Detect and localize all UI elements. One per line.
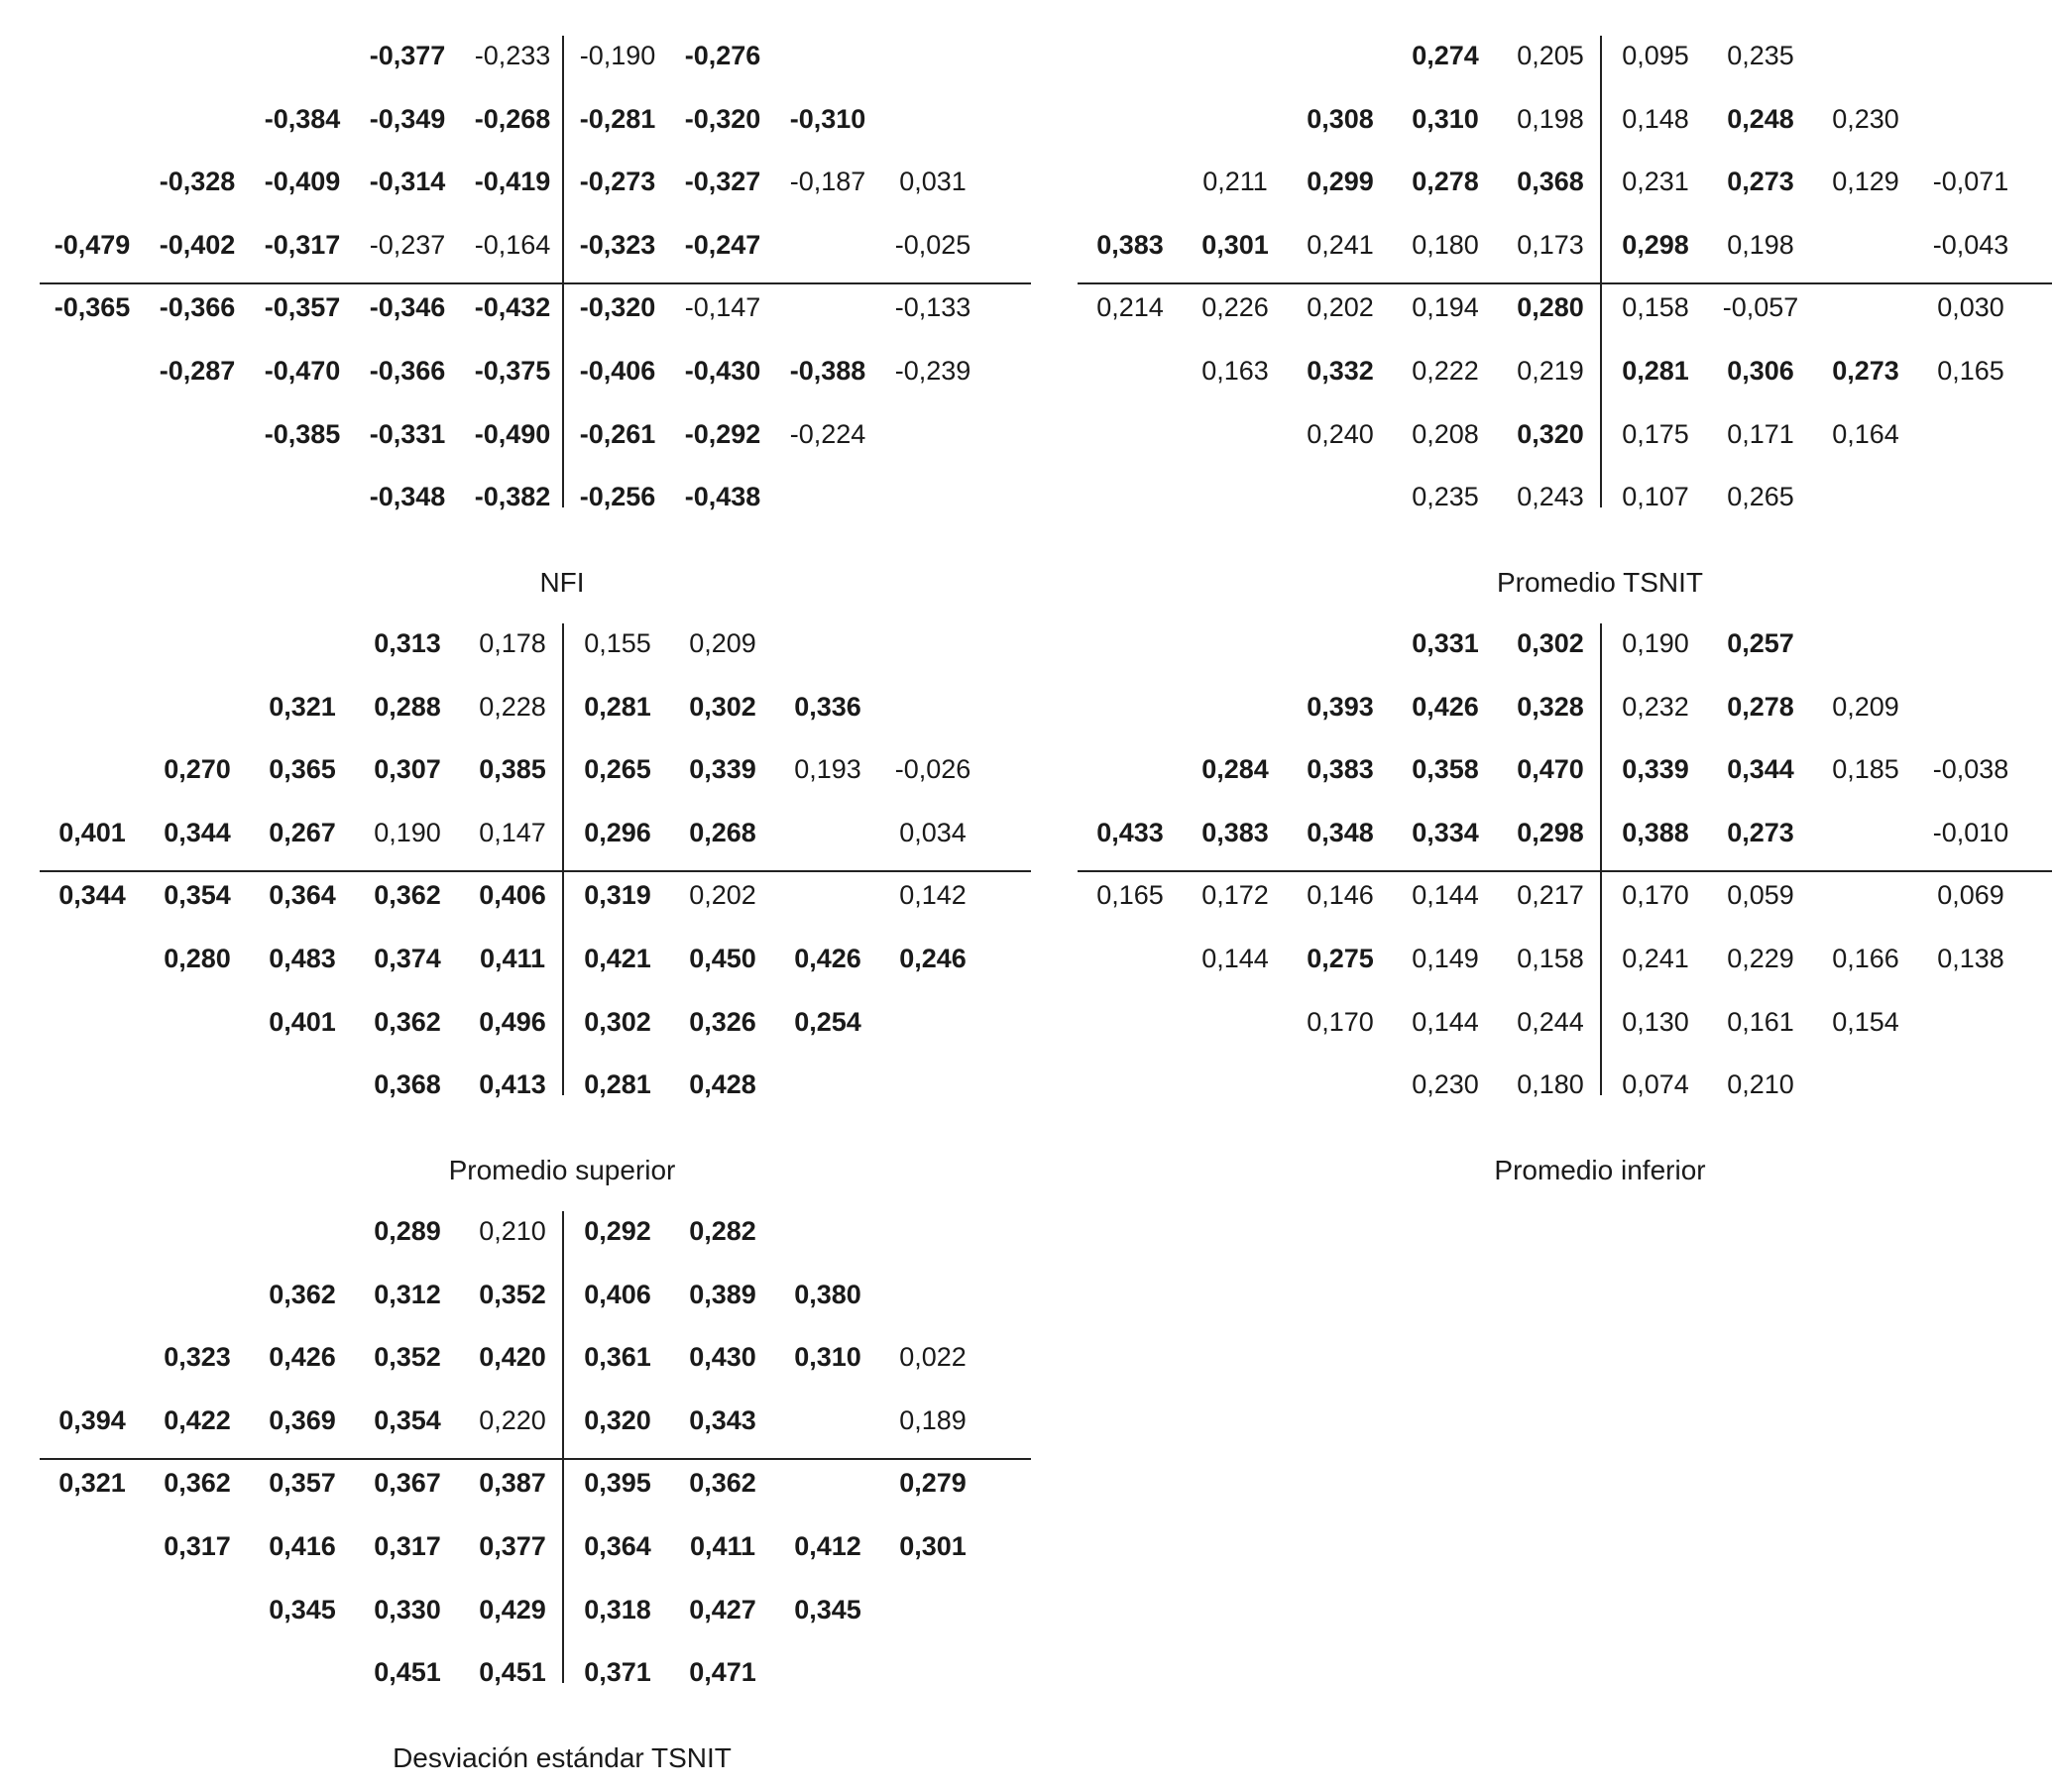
panel-caption: Desviación estándar TSNIT: [393, 1742, 732, 1773]
table-cell: 0,210: [479, 1216, 546, 1246]
table-cell: 0,074: [1622, 1069, 1689, 1100]
table-cell: 0,334: [1412, 817, 1479, 847]
table-cell: 0,235: [1412, 482, 1479, 512]
table-cell: -0,247: [684, 229, 761, 260]
table-cell: 0,281: [1622, 356, 1689, 386]
table-cell: 0,144: [1412, 1006, 1479, 1037]
table-cell: 0,211: [1202, 167, 1268, 197]
table-cell: 0,154: [1832, 1006, 1899, 1037]
table-cell: 0,129: [1832, 167, 1899, 197]
table-cell: -0,292: [684, 418, 761, 449]
table-cell: 0,142: [899, 880, 967, 911]
table-cell: 0,246: [899, 944, 967, 973]
table-cell: 0,362: [164, 1468, 231, 1499]
table-cell: 0,344: [164, 817, 231, 847]
table-cell: -0,327: [684, 167, 761, 197]
table-cell: 0,326: [689, 1006, 756, 1037]
table-cell: 0,189: [899, 1404, 967, 1435]
table-cell: 0,416: [269, 1531, 336, 1561]
table-cell: -0,164: [474, 229, 551, 260]
table-cell: -0,038: [1932, 754, 2009, 785]
table-cell: 0,107: [1622, 482, 1689, 512]
table-cell: -0,419: [474, 167, 551, 197]
table-cell: -0,281: [579, 103, 656, 134]
table-cell: -0,317: [264, 229, 341, 260]
table-cell: 0,144: [1201, 944, 1269, 973]
table-cell: 0,401: [58, 817, 126, 847]
table-cell: -0,310: [789, 103, 866, 134]
table-cell: 0,130: [1622, 1006, 1689, 1037]
table-cell: -0,366: [369, 356, 446, 386]
table-cell: -0,366: [159, 292, 236, 323]
table-cell: 0,301: [899, 1531, 967, 1561]
table-cell: 0,426: [1412, 691, 1479, 722]
panel-caption: Promedio inferior: [1494, 1155, 1706, 1185]
table-cell: 0,389: [689, 1279, 756, 1309]
table-cell: 0,411: [479, 944, 546, 973]
table-cell: -0,320: [684, 103, 761, 134]
table-cell: -0,187: [789, 167, 866, 197]
table-cell: -0,256: [579, 482, 656, 512]
table-cell: 0,220: [479, 1404, 546, 1435]
table-cell: 0,362: [269, 1279, 336, 1309]
table-cell: -0,385: [264, 418, 341, 449]
panel-desviacion-estandar-tsnit: [40, 1207, 1031, 1792]
table-cell: 0,241: [1307, 229, 1374, 260]
table-cell: 0,301: [1201, 229, 1269, 260]
table-cell: 0,374: [374, 944, 441, 973]
table-cell: 0,483: [269, 944, 336, 973]
table-cell: 0,296: [584, 817, 651, 847]
table-cell: -0,026: [894, 754, 971, 785]
table-cell: -0,233: [474, 41, 551, 70]
table-cell: -0,010: [1932, 817, 2009, 847]
table-cell: 0,348: [1307, 817, 1374, 847]
table-cell: 0,451: [479, 1657, 546, 1688]
table-cell: 0,190: [1622, 628, 1689, 658]
table-cell: -0,346: [369, 292, 446, 323]
table-cell: 0,364: [269, 880, 336, 911]
table-cell: 0,344: [58, 880, 126, 911]
table-cell: 0,368: [374, 1069, 441, 1100]
table-cell: 0,254: [794, 1006, 861, 1037]
table-cell: 0,302: [584, 1006, 651, 1037]
panel-promedio-inferior: [1078, 619, 2052, 1204]
table-cell: 0,298: [1622, 229, 1689, 260]
table-cell: 0,354: [374, 1404, 441, 1435]
table-cell: 0,471: [689, 1657, 756, 1688]
table-cell: -0,357: [264, 292, 341, 323]
table-cell: 0,031: [899, 167, 967, 197]
horizontal-divider: [1078, 870, 2052, 872]
table-cell: 0,427: [689, 1594, 756, 1624]
table-cell: 0,345: [794, 1594, 861, 1624]
table-cell: 0,422: [164, 1404, 231, 1435]
table-cell: -0,190: [579, 41, 656, 70]
table-cell: 0,302: [1517, 628, 1584, 658]
table-cell: 0,147: [479, 817, 546, 847]
table-cell: -0,402: [159, 229, 236, 260]
table-cell: 0,368: [1517, 167, 1584, 197]
table-cell: 0,345: [269, 1594, 336, 1624]
table-cell: -0,043: [1932, 229, 2009, 260]
table-cell: 0,367: [374, 1468, 441, 1499]
table-cell: 0,320: [1517, 418, 1584, 449]
table-cell: -0,349: [369, 103, 446, 134]
table-cell: 0,166: [1832, 944, 1899, 973]
table-cell: 0,343: [689, 1404, 756, 1435]
table-cell: -0,365: [54, 292, 131, 323]
table-cell: 0,209: [1832, 691, 1899, 722]
table-cell: 0,426: [269, 1342, 336, 1373]
table-cell: -0,287: [159, 356, 236, 386]
table-cell: 0,095: [1622, 41, 1689, 70]
table-cell: 0,395: [584, 1468, 651, 1499]
table-cell: 0,280: [1517, 292, 1584, 323]
table-cell: 0,165: [1096, 880, 1164, 911]
table-cell: 0,383: [1307, 754, 1374, 785]
table-cell: 0,328: [1517, 691, 1584, 722]
table-cell: 0,428: [689, 1069, 756, 1100]
table-cell: 0,306: [1727, 356, 1794, 386]
table-cell: 0,193: [794, 754, 861, 785]
table-cell: 0,320: [584, 1404, 651, 1435]
table-cell: 0,299: [1307, 167, 1374, 197]
table-cell: 0,278: [1727, 691, 1794, 722]
table-cell: 0,280: [164, 944, 231, 973]
table-cell: 0,357: [269, 1468, 336, 1499]
table-cell: -0,377: [369, 41, 446, 70]
table-cell: 0,284: [1201, 754, 1269, 785]
table-cell: 0,149: [1412, 944, 1479, 973]
table-cell: -0,133: [894, 292, 971, 323]
table-cell: 0,230: [1412, 1069, 1479, 1100]
table-cell: 0,185: [1832, 754, 1899, 785]
table-cell: 0,190: [374, 817, 441, 847]
table-cell: 0,358: [1412, 754, 1479, 785]
table-cell: 0,317: [374, 1531, 441, 1561]
table-cell: -0,273: [579, 167, 656, 197]
table-cell: 0,307: [374, 754, 441, 785]
table-cell: 0,165: [1937, 356, 2004, 386]
table-cell: 0,198: [1727, 229, 1794, 260]
table-cell: 0,388: [1622, 817, 1689, 847]
table-cell: 0,298: [1517, 817, 1584, 847]
table-cell: 0,412: [794, 1531, 861, 1561]
table-cell: 0,361: [584, 1342, 651, 1373]
table-cell: 0,313: [374, 628, 441, 658]
table-cell: 0,323: [164, 1342, 231, 1373]
table-cell: 0,339: [1622, 754, 1689, 785]
table-cell: -0,438: [684, 482, 761, 512]
table-cell: 0,209: [689, 628, 756, 658]
table-cell: 0,310: [794, 1342, 861, 1373]
table-cell: -0,261: [579, 418, 656, 449]
table-cell: -0,406: [579, 356, 656, 386]
table-cell: -0,057: [1722, 292, 1799, 323]
table-cell: 0,281: [584, 691, 651, 722]
table-cell: 0,310: [1412, 103, 1479, 134]
table-cell: 0,318: [584, 1594, 651, 1624]
table-cell: 0,426: [794, 944, 861, 973]
table-cell: -0,331: [369, 418, 446, 449]
table-cell: 0,178: [479, 628, 546, 658]
table-cell: 0,194: [1412, 292, 1479, 323]
table-cell: 0,146: [1307, 880, 1374, 911]
table-cell: 0,231: [1622, 167, 1689, 197]
table-cell: 0,470: [1517, 754, 1584, 785]
panel-caption: NFI: [539, 567, 585, 598]
table-cell: 0,265: [1727, 482, 1794, 512]
table-cell: 0,377: [479, 1531, 546, 1561]
table-cell: 0,158: [1622, 292, 1689, 323]
table-cell: 0,308: [1307, 103, 1374, 134]
table-cell: -0,384: [264, 103, 341, 134]
table-cell: 0,198: [1517, 103, 1584, 134]
horizontal-divider: [1078, 282, 2052, 284]
panel-promedio-superior: [40, 619, 1031, 1204]
panel-nfi: [40, 32, 1031, 616]
table-cell: 0,332: [1307, 356, 1374, 386]
table-cell: -0,432: [474, 292, 551, 323]
table-cell: 0,354: [164, 880, 231, 911]
horizontal-divider: [40, 1458, 1031, 1460]
table-cell: 0,248: [1727, 103, 1794, 134]
horizontal-divider: [40, 870, 1031, 872]
table-cell: 0,336: [794, 691, 861, 722]
table-cell: 0,289: [374, 1216, 441, 1246]
table-cell: -0,470: [264, 356, 341, 386]
table-cell: 0,030: [1937, 292, 2004, 323]
table-cell: 0,302: [689, 691, 756, 722]
table-cell: 0,387: [479, 1468, 546, 1499]
table-cell: 0,319: [584, 880, 651, 911]
table-cell: 0,273: [1727, 817, 1794, 847]
table-cell: 0,450: [689, 944, 756, 973]
table-cell: 0,288: [374, 691, 441, 722]
table-cell: 0,170: [1307, 1006, 1374, 1037]
table-cell: 0,180: [1412, 229, 1479, 260]
table-cell: 0,257: [1727, 628, 1794, 658]
table-cell: 0,385: [479, 754, 546, 785]
table-cell: 0,265: [584, 754, 651, 785]
table-cell: 0,401: [269, 1006, 336, 1037]
table-cell: 0,274: [1412, 41, 1479, 70]
table-cell: 0,321: [269, 691, 336, 722]
table-cell: 0,369: [269, 1404, 336, 1435]
table-cell: 0,171: [1727, 418, 1794, 449]
table-cell: 0,229: [1727, 944, 1794, 973]
table-cell: -0,071: [1932, 167, 2009, 197]
table-cell: 0,365: [269, 754, 336, 785]
table-cell: -0,224: [789, 418, 866, 449]
table-cell: 0,270: [164, 754, 231, 785]
table-cell: 0,240: [1307, 418, 1374, 449]
horizontal-divider: [40, 282, 1031, 284]
table-cell: 0,429: [479, 1594, 546, 1624]
table-cell: 0,406: [479, 880, 546, 911]
table-cell: 0,420: [479, 1342, 546, 1373]
table-cell: -0,490: [474, 418, 551, 449]
table-cell: 0,312: [374, 1279, 441, 1309]
table-cell: 0,158: [1517, 944, 1584, 973]
table-cell: 0,406: [584, 1279, 651, 1309]
table-cell: -0,348: [369, 482, 446, 512]
table-cell: 0,273: [1832, 356, 1899, 386]
table-cell: 0,175: [1622, 418, 1689, 449]
table-cell: 0,163: [1201, 356, 1269, 386]
table-cell: 0,241: [1622, 944, 1689, 973]
table-cell: 0,411: [689, 1531, 756, 1561]
table-cell: 0,267: [269, 817, 336, 847]
table-cell: 0,362: [374, 880, 441, 911]
table-cell: 0,244: [1517, 1006, 1584, 1037]
table-cell: -0,276: [684, 41, 761, 70]
table-cell: 0,451: [374, 1657, 441, 1688]
table-cell: 0,222: [1412, 356, 1479, 386]
table-cell: 0,380: [794, 1279, 861, 1309]
table-cell: -0,388: [789, 356, 866, 386]
table-cell: -0,239: [894, 356, 971, 386]
table-cell: 0,317: [164, 1531, 231, 1561]
table-cell: 0,219: [1517, 356, 1584, 386]
table-cell: 0,230: [1832, 103, 1899, 134]
table-cell: 0,173: [1517, 229, 1584, 260]
table-cell: 0,202: [689, 880, 756, 911]
table-cell: -0,382: [474, 482, 551, 512]
panel-promedio-tsnit: [1078, 32, 2052, 616]
table-cell: 0,344: [1727, 754, 1794, 785]
table-cell: 0,148: [1622, 103, 1689, 134]
table-cell: 0,352: [374, 1342, 441, 1373]
table-cell: 0,278: [1412, 167, 1479, 197]
table-cell: 0,208: [1412, 418, 1479, 449]
table-cell: 0,059: [1727, 880, 1794, 911]
table-cell: 0,235: [1727, 41, 1794, 70]
table-cell: 0,268: [689, 817, 756, 847]
table-cell: -0,025: [894, 229, 971, 260]
table-cell: 0,383: [1096, 229, 1164, 260]
table-cell: 0,413: [479, 1069, 546, 1100]
table-cell: 0,205: [1517, 41, 1584, 70]
table-cell: 0,155: [584, 628, 651, 658]
table-cell: 0,394: [58, 1404, 126, 1435]
table-cell: 0,144: [1412, 880, 1479, 911]
table-cell: -0,268: [474, 103, 551, 134]
table-cell: 0,383: [1201, 817, 1269, 847]
table-cell: 0,034: [899, 817, 967, 847]
table-cell: 0,371: [584, 1657, 651, 1688]
table-cell: 0,022: [899, 1342, 967, 1373]
table-cell: 0,210: [1727, 1069, 1794, 1100]
table-cell: 0,202: [1307, 292, 1374, 323]
table-cell: -0,409: [264, 167, 341, 197]
table-cell: 0,292: [584, 1216, 651, 1246]
table-cell: -0,237: [369, 229, 446, 260]
table-cell: -0,430: [684, 356, 761, 386]
table-cell: 0,331: [1412, 628, 1479, 658]
table-cell: 0,362: [689, 1468, 756, 1499]
table-cell: -0,314: [369, 167, 446, 197]
table-cell: -0,328: [159, 167, 236, 197]
table-cell: 0,172: [1201, 880, 1269, 911]
table-cell: 0,232: [1622, 691, 1689, 722]
table-cell: 0,393: [1307, 691, 1374, 722]
table-cell: 0,362: [374, 1006, 441, 1037]
table-cell: 0,364: [584, 1531, 651, 1561]
table-cell: 0,339: [689, 754, 756, 785]
table-cell: 0,243: [1517, 482, 1584, 512]
table-cell: 0,138: [1937, 944, 2004, 973]
table-cell: -0,323: [579, 229, 656, 260]
table-cell: 0,433: [1096, 817, 1164, 847]
table-cell: 0,228: [479, 691, 546, 722]
table-cell: 0,214: [1096, 292, 1164, 323]
table-cell: 0,217: [1517, 880, 1584, 911]
table-cell: -0,375: [474, 356, 551, 386]
table-cell: -0,479: [54, 229, 131, 260]
table-cell: 0,226: [1201, 292, 1269, 323]
table-cell: 0,421: [584, 944, 651, 973]
table-cell: -0,147: [684, 292, 761, 323]
table-cell: 0,170: [1622, 880, 1689, 911]
table-cell: 0,275: [1307, 944, 1374, 973]
table-cell: 0,279: [899, 1468, 967, 1499]
table-cell: 0,330: [374, 1594, 441, 1624]
panel-caption: Promedio superior: [448, 1155, 676, 1185]
table-cell: 0,164: [1832, 418, 1899, 449]
table-cell: 0,273: [1727, 167, 1794, 197]
table-cell: 0,069: [1937, 880, 2004, 911]
table-cell: 0,352: [479, 1279, 546, 1309]
table-cell: 0,496: [479, 1006, 546, 1037]
table-cell: -0,320: [579, 292, 656, 323]
table-cell: 0,161: [1727, 1006, 1794, 1037]
panel-caption: Promedio TSNIT: [1497, 567, 1703, 598]
table-cell: 0,282: [689, 1216, 756, 1246]
table-cell: 0,180: [1517, 1069, 1584, 1100]
table-cell: 0,430: [689, 1342, 756, 1373]
table-cell: 0,281: [584, 1069, 651, 1100]
table-cell: 0,321: [58, 1468, 126, 1499]
